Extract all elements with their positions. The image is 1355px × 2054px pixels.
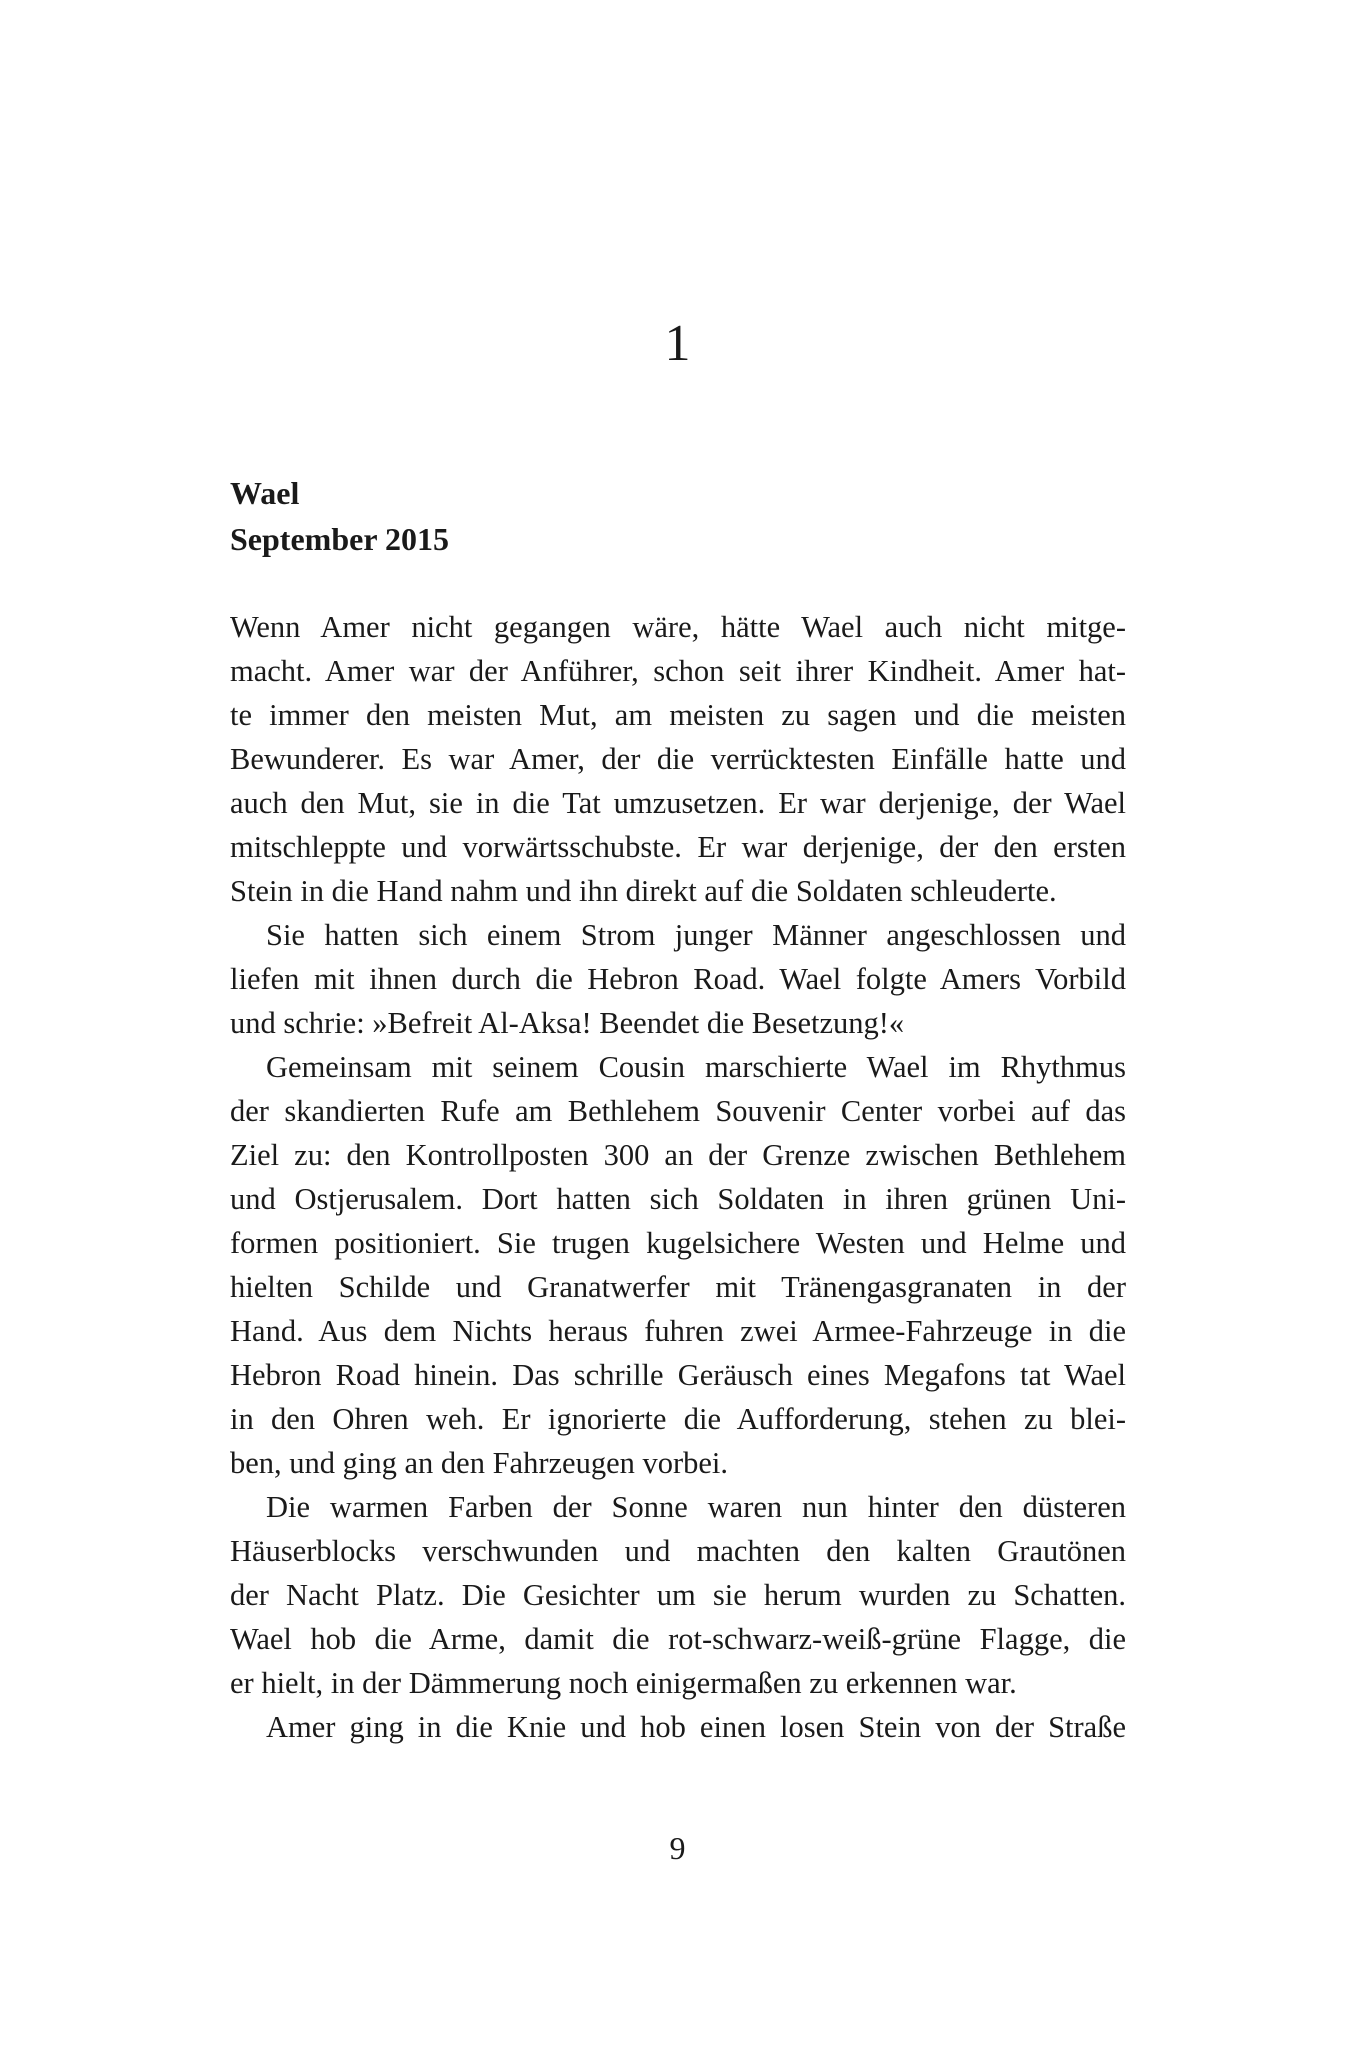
text-line: liefen mit ihnen durch die Hebron Road. Wael folgte Amers Vorbild: [230, 962, 1126, 996]
text-line: Sie hatten sich einem Strom junger Männer angeschlossen und: [266, 918, 1126, 952]
body-text: [230, 605, 1126, 1749]
text-line: macht. Amer war der Anführer, schon seit ihrer Kindheit. Amer hat-: [230, 654, 1126, 688]
text-line: Häuserblocks verschwunden und machten den kalten Grautönen: [230, 1534, 1126, 1568]
text-line: Wael hob die Arme, damit die rot-schwarz-weiß-grüne Flagge, die: [230, 1622, 1126, 1656]
text-line: Wenn Amer nicht gegangen wäre, hätte Wael auch nicht mitge-: [230, 610, 1126, 644]
text-line: Hand. Aus dem Nichts heraus fuhren zwei Armee-Fahrzeuge in die: [230, 1314, 1126, 1348]
text-line: ben, und ging an den Fahrzeugen vorbei.: [230, 1446, 729, 1480]
text-line: der skandierten Rufe am Bethlehem Souvenir Center vorbei auf das: [230, 1094, 1126, 1128]
text-line: Hebron Road hinein. Das schrille Geräusch eines Megafons tat Wael: [230, 1358, 1126, 1392]
text-line: auch den Mut, sie in die Tat umzusetzen. Er war derjenige, der Wael: [230, 786, 1126, 820]
text-line: Stein in die Hand nahm und ihn direkt auf die Soldaten schleuderte.: [230, 874, 1057, 908]
text-line: und Ostjerusalem. Dort hatten sich Soldaten in ihren grünen Uni-: [230, 1182, 1126, 1216]
text-line: und schrie: »Befreit Al-Aksa! Beendet die Besetzung!«: [230, 1006, 905, 1040]
chapter-heading: [230, 470, 449, 562]
text-line: Bewunderer. Es war Amer, der die verrücktesten Einfälle hatte und: [230, 742, 1126, 776]
text-line: hielten Schilde und Granatwerfer mit Tränengasgranaten in der: [230, 1270, 1126, 1304]
text-line: in den Ohren weh. Er ignorierte die Aufforderung, stehen zu blei-: [230, 1402, 1126, 1436]
chapter-date: September 2015: [230, 521, 449, 557]
text-line: formen positioniert. Sie trugen kugelsichere Westen und Helme und: [230, 1226, 1126, 1260]
chapter-number: 1: [664, 315, 691, 372]
text-line: er hielt, in der Dämmerung noch einigermaßen zu erkennen war.: [230, 1666, 1017, 1700]
text-line: Amer ging in die Knie und hob einen losen Stein von der Straße: [266, 1710, 1126, 1744]
text-line: mitschleppte und vorwärtsschubste. Er war derjenige, der den ersten: [230, 830, 1126, 864]
text-line: te immer den meisten Mut, am meisten zu sagen und die meisten: [230, 698, 1126, 732]
text-line: Gemeinsam mit seinem Cousin marschierte Wael im Rhythmus: [266, 1050, 1126, 1084]
chapter-narrator: Wael: [230, 475, 300, 511]
page-number: 9: [669, 1830, 686, 1866]
text-line: der Nacht Platz. Die Gesichter um sie herum wurden zu Schatten.: [230, 1578, 1126, 1612]
text-line: Ziel zu: den Kontrollposten 300 an der Grenze zwischen Bethlehem: [230, 1138, 1126, 1172]
text-line: Die warmen Farben der Sonne waren nun hinter den düsteren: [266, 1490, 1126, 1524]
